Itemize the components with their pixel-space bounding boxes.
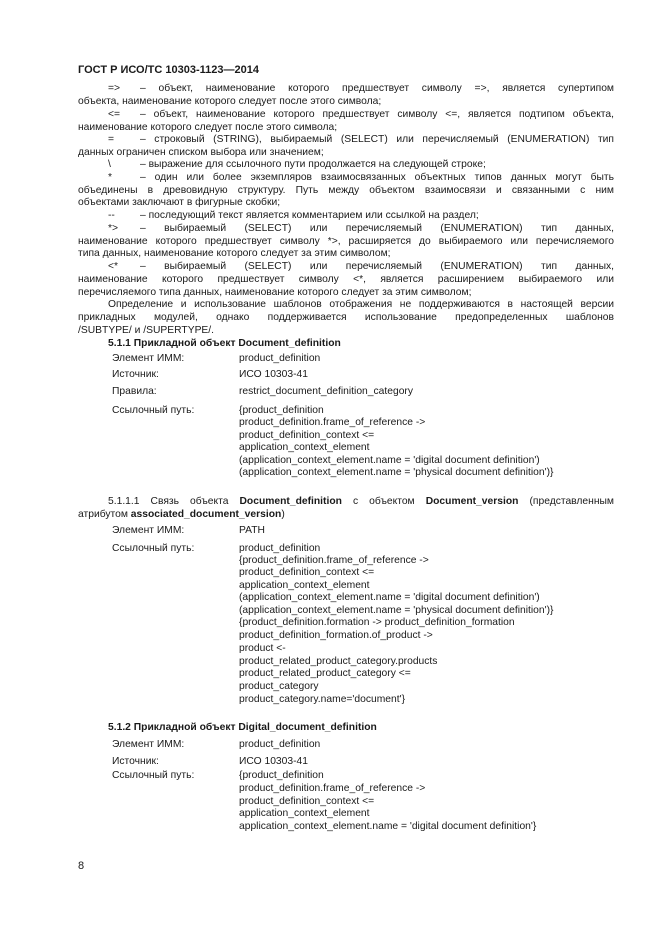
note-paragraph-line: Определение и использование шаблонов отображения не поддерживаются в настоящей версии xyxy=(108,299,614,310)
section-5-1-1-heading xyxy=(108,338,341,349)
reference-path-line: product_related_product_category.products xyxy=(239,656,438,667)
reference-path-line: product_definition.frame_of_reference -> xyxy=(239,417,426,428)
field-value: product_definition xyxy=(239,353,321,364)
note-paragraph-line: прикладных модулей, однако поддерживается использование предопределенных шаблонов xyxy=(78,312,614,323)
entity-name: Document_definition xyxy=(239,496,342,507)
field-value: {product_definition xyxy=(239,405,324,416)
field-label: Элемент ИММ: xyxy=(112,353,185,364)
reference-path-line: (application_context_element.name = 'physical document definition')} xyxy=(239,605,554,616)
reference-path-line: (application_context_element.name = 'digital document definition') xyxy=(239,455,540,466)
symbol-comment: -- xyxy=(108,210,115,221)
symbol-desc-line: типа данных, наименование которого следует за этим символом; xyxy=(78,248,391,259)
field-value: product_definition xyxy=(239,543,321,554)
page-header: ГОСТ Р ИСО/ТС 10303-1123—2014 xyxy=(78,64,259,76)
page-number: 8 xyxy=(78,860,85,872)
heading-text: с объектом xyxy=(341,496,426,507)
entity-name: Digital_document_definition xyxy=(238,722,377,733)
symbol-desc-line: – выбираемый (SELECT) или перечисляемый (ENUMERATION) тип данных, xyxy=(140,261,614,272)
field-value: ИСО 10303-41 xyxy=(239,756,308,767)
symbol-desc-line: объединены в древовидную структуру. Путь между объектом взаимосвязи и связанными с ним xyxy=(78,185,614,196)
entity-name: Document_definition xyxy=(238,338,341,349)
symbol-asterisk: * xyxy=(108,172,113,183)
reference-path-line: application_context_element xyxy=(239,808,370,819)
symbol-backslash: \ xyxy=(108,159,111,170)
field-value: PATH xyxy=(239,525,265,536)
symbol-subtype: <= xyxy=(108,109,121,120)
reference-path-line: product_definition_formation.of_product -> xyxy=(239,630,433,641)
section-5-1-1-1-heading xyxy=(108,496,614,507)
field-label: Элемент ИММ: xyxy=(112,739,185,750)
reference-path-line: product_definition.frame_of_reference -> xyxy=(239,783,426,794)
symbol-extension: <* xyxy=(108,261,119,272)
heading-text: атрибутом xyxy=(78,509,131,520)
reference-path-line: product_category.name='document'} xyxy=(239,694,406,705)
heading-text: 5.1.1.1 Связь объекта xyxy=(108,496,240,507)
symbol-desc-line: перечисляемого типа данных, наименование которого следует за этим символом; xyxy=(78,287,472,298)
reference-path-line: product_definition_context <= xyxy=(239,567,375,578)
symbol-desc-line: – объект, наименование которого предшествует символу =>, является супертипом xyxy=(140,83,614,94)
reference-path-line: product <- xyxy=(239,643,286,654)
field-label: Правила: xyxy=(112,386,157,397)
section-5-1-2-heading xyxy=(108,722,377,733)
symbol-desc-line: объекта, наименование которого следует после этого символа; xyxy=(78,96,382,107)
reference-path-line: {product_definition.frame_of_reference -> xyxy=(239,555,429,566)
field-label: Ссылочный путь: xyxy=(112,770,195,781)
symbol-desc-line: наименование которого предшествует символу *>, расширяется до выбираемого или перечисляемого xyxy=(78,236,614,247)
symbol-desc-line: – выбираемый (SELECT) или перечисляемый (ENUMERATION) тип данных, xyxy=(140,223,614,234)
field-label: Ссылочный путь: xyxy=(112,405,195,416)
symbol-desc-line: данных ограничен списком выбора или значением; xyxy=(78,147,324,158)
symbol-equals: = xyxy=(108,134,115,145)
section-5-1-1-1-heading-cont xyxy=(78,509,285,520)
symbol-desc-line: – последующий текст является комментарием или ссылкой на раздел; xyxy=(140,210,479,221)
entity-name: Document_version xyxy=(425,496,519,507)
heading-prefix: 5.1.1 Прикладной объект xyxy=(108,338,239,349)
symbol-extends: *> xyxy=(108,223,119,234)
field-label: Элемент ИММ: xyxy=(112,525,185,536)
field-value: restrict_document_definition_category xyxy=(239,386,414,397)
heading-text: (представленным xyxy=(518,496,614,507)
heading-text: ) xyxy=(281,509,285,520)
reference-path-line: product_category xyxy=(239,681,319,692)
symbol-desc-line: наименование которого предшествует символу <*, является расширением выбираемого или xyxy=(78,274,614,285)
reference-path-line: {product_definition.formation -> product_definition_formation xyxy=(239,617,515,628)
reference-path-line: (application_context_element.name = 'physical document definition')} xyxy=(239,467,554,478)
field-value: ИСО 10303-41 xyxy=(239,369,308,380)
reference-path-line: application_context_element xyxy=(239,442,370,453)
reference-path-line: product_definition_context <= xyxy=(239,796,375,807)
symbol-desc-line: – выражение для ссылочного пути продолжается на следующей строке; xyxy=(140,159,486,170)
symbol-desc-line: объектами заключают в фигурные скобки; xyxy=(78,197,281,208)
reference-path-line: application_context_element xyxy=(239,580,370,591)
reference-path-line: application_context_element.name = 'digital document definition'} xyxy=(239,821,537,832)
field-label: Источник: xyxy=(112,369,159,380)
symbol-supertype: => xyxy=(108,83,121,94)
symbol-desc-line: – один или более экземпляров взаимосвязанных объектных типов данных могут быть xyxy=(140,172,614,183)
field-label: Источник: xyxy=(112,756,159,767)
attribute-name: associated_document_version xyxy=(130,509,282,520)
field-label: Ссылочный путь: xyxy=(112,543,195,554)
heading-prefix: 5.1.2 Прикладной объект xyxy=(108,722,239,733)
symbol-desc-line: – объект, наименование которого предшествует символу <=, является подтипом объекта, xyxy=(140,109,614,120)
note-paragraph-line: /SUBTYPE/ и /SUPERTYPE/. xyxy=(78,325,215,336)
field-value: {product_definition xyxy=(239,770,324,781)
field-value: product_definition xyxy=(239,739,321,750)
reference-path-line: product_definition_context <= xyxy=(239,430,375,441)
reference-path-line: (application_context_element.name = 'digital document definition') xyxy=(239,592,540,603)
symbol-desc-line: – строковый (STRING), выбираемый (SELECT) или перечисляемый (ENUMERATION) тип xyxy=(140,134,614,145)
reference-path-line: product_related_product_category <= xyxy=(239,668,411,679)
symbol-desc-line: наименование которого следует после этого символа; xyxy=(78,122,338,133)
